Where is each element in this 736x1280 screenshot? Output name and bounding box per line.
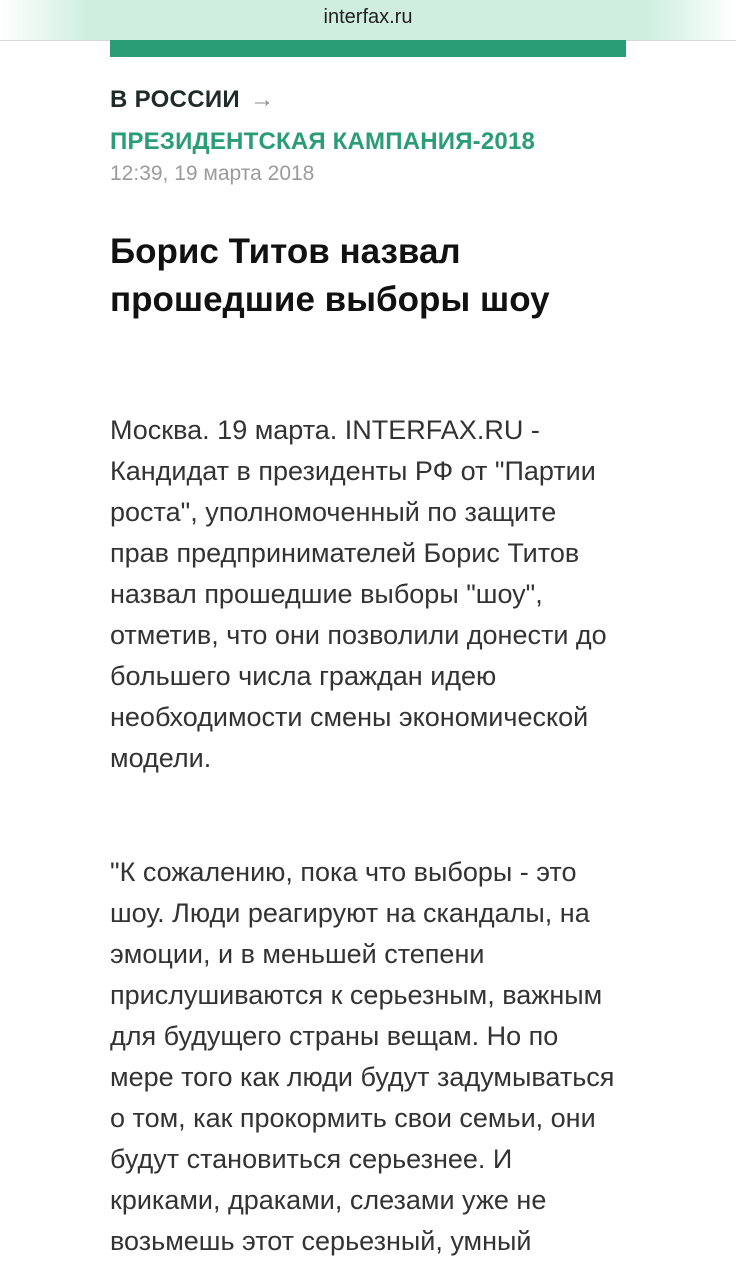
article-timestamp: 12:39, 19 марта 2018	[110, 162, 315, 185]
section-label: В РОССИИ	[110, 86, 240, 113]
arrow-right-icon: →	[249, 86, 274, 113]
article-headline: Борис Титов назвал прошедшие выборы шоу	[110, 232, 550, 319]
site-header-bar	[110, 40, 626, 57]
url-text: interfax.ru	[323, 6, 413, 28]
section-link-russia[interactable]	[110, 86, 274, 114]
campaign-tag-link[interactable]: ПРЕЗИДЕНТСКАЯ КАМПАНИЯ-2018	[110, 128, 536, 155]
article-paragraph: Москва. 19 марта. INTERFAX.RU - Кандидат в президенты РФ от "Партии роста", уполномоченный по защите прав предпринимателей Борис Титов назвал прошедшие выборы "шоу", отметив, что они позволили донести до большего числа граждан идею необходимости смены экономической модели.	[110, 415, 607, 773]
browser-address-bar[interactable]	[0, 0, 736, 41]
article-paragraph: "К сожалению, пока что выборы - это шоу. Люди реагируют на скандалы, на эмоции, и в меньшей степени прислушиваются к серьезным, важным для будущего страны вещам. Но по мере того как люди будут задумываться о том, как прокормить свои семьи, они будут становиться серьезнее. И криками, драками, слезами уже не возьмешь этот серьезный, умный	[110, 857, 615, 1256]
